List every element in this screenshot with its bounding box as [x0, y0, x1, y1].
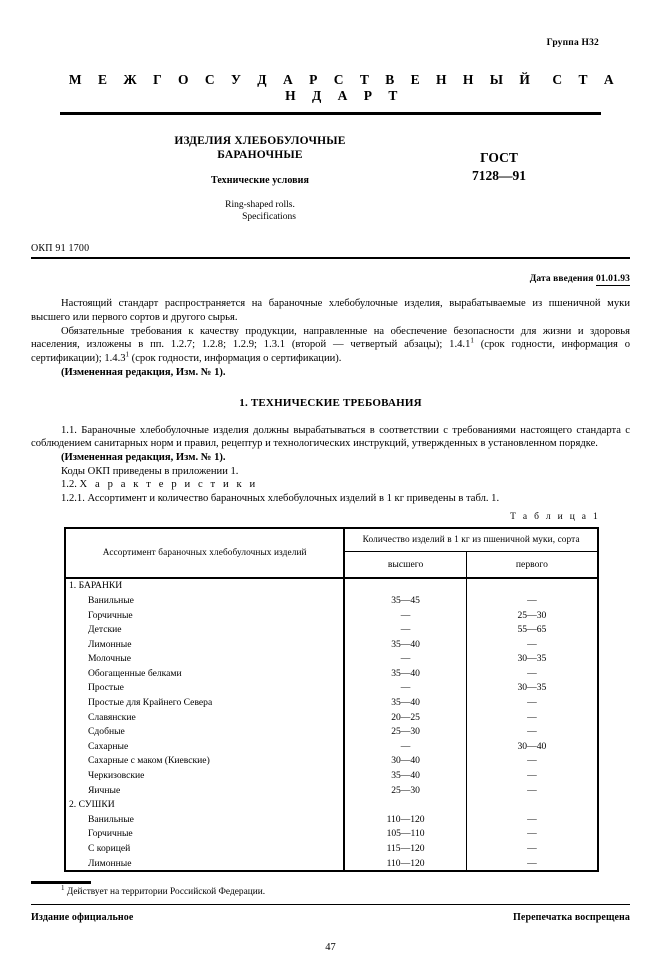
table-cell-highest-grade: 30—40: [344, 754, 466, 769]
table-row: [65, 593, 598, 608]
title-left-column: [31, 135, 451, 224]
table-row: [65, 681, 598, 696]
cell-text: Яичные: [88, 784, 121, 796]
table-cell-first-grade: 30—40: [517, 740, 547, 752]
table-cell-first-grade: 30—35: [517, 682, 547, 694]
table-cell-first-grade: —: [527, 828, 537, 840]
table-cell-highest-grade: —: [344, 681, 466, 696]
table-cell-highest-grade: —: [344, 622, 466, 637]
footnote-body: Действует на территории Российской Федерации.: [64, 886, 266, 897]
table-cell-product-name: [65, 856, 344, 872]
table-cell-first-grade: [466, 797, 598, 812]
table-cell-product-name: [65, 827, 344, 842]
footnote-ref-1: 1: [470, 336, 474, 345]
group-code: Группа Н32: [546, 38, 599, 48]
table-cell-product-name: [65, 812, 344, 827]
standard-type-title: М Е Ж Г О С У Д А Р С Т В Е Н Н Ы Й С Т А Н Д А Р Т: [68, 72, 621, 103]
table-cell-first-grade: —: [527, 784, 537, 796]
table-cell-product-name: [65, 652, 344, 667]
amendment-note-2: (Измененная редакция, Изм. № 1).: [61, 451, 226, 463]
table-cell-first-grade: 30—35: [517, 653, 547, 665]
table-cell-highest-grade: 35—40: [344, 695, 466, 710]
table-cell-first-grade: —: [527, 711, 537, 723]
cell-text: Горчичные: [88, 609, 133, 621]
assortment-table: [64, 527, 599, 873]
cell-text: Горчичные: [88, 828, 133, 840]
cell-text: Обогащенные белками: [88, 667, 182, 679]
table-cell-product-name: [65, 681, 344, 696]
table-cell-product-name: [65, 710, 344, 725]
footnote-block: [31, 881, 630, 896]
table-cell-highest-grade: [344, 578, 466, 594]
table-cell-first-grade: —: [527, 726, 537, 738]
table-cell-product-name: [65, 666, 344, 681]
paragraph-scope: Настоящий стандарт распространяется на бараночные хлебобулочные изделия, вырабатываемые из пшеничной муки высшего или первого сортов и другого сырья.: [31, 298, 630, 324]
table-cell-product-name: [65, 622, 344, 637]
paragraph-1-1: 1.1. Бараночные хлебобулочные изделия должны вырабатываться в соответствии с требованиями настоящего стандарта с соблюдением санитарных норм и правил, рецептур и технологических инструкций, утвержденных в установленном порядке.: [31, 424, 630, 450]
table-cell-product-name: [65, 768, 344, 783]
introduction-date-label: Дата введения: [529, 274, 594, 285]
page-footer: [31, 912, 630, 923]
english-title-line2: Specifications: [242, 212, 296, 222]
body-text: [31, 297, 630, 505]
document-title: [69, 135, 451, 162]
table-cell-product-name: [65, 739, 344, 754]
table-cell-highest-grade: —: [344, 739, 466, 754]
table-cell-product-name: [65, 841, 344, 856]
table-cell-first-grade: 55—65: [517, 624, 547, 636]
cell-text: Черкизовские: [88, 770, 145, 782]
table-cell-product-name: [65, 608, 344, 623]
table-row: [65, 608, 598, 623]
table-row: [65, 768, 598, 783]
paragraph-mandatory-part3: (срок годности, информация о сертификации).: [129, 353, 342, 365]
document-subtitle: Технические условия: [210, 175, 310, 187]
cell-text: Сахарные с маком (Киевские): [88, 755, 210, 767]
table-cell-product-name: [65, 754, 344, 769]
cell-text: Лимонные: [88, 638, 132, 650]
cell-text: Ванильные: [88, 594, 134, 606]
footnote-text: [31, 883, 630, 897]
table-cell-highest-grade: 110—120: [344, 812, 466, 827]
table-cell-highest-grade: 20—25: [344, 710, 466, 725]
gost-designation: [472, 149, 526, 185]
english-title-line1: Ring-shaped rolls.: [225, 200, 295, 211]
paragraph-mandatory-part1: Обязательные требования к качеству продукции, направленные на обеспечение безопасности для жизни и здоровья населения, изложены в пп. 1.2.7; 1.2.8; 1.2.9; 1.3.1 (второй — четвертый абзацы); 1.4.1: [31, 325, 630, 351]
footer-right-text: Перепечатка воспрещена: [513, 911, 630, 923]
table-cell-first-grade: —: [527, 697, 537, 709]
document-title-line2: БАРАНОЧНЫЕ: [217, 148, 303, 161]
table-col-quantity-group: Количество изделий в 1 кг из пшеничной муки, сорта: [344, 528, 598, 552]
gost-number: 7128—91: [472, 168, 526, 184]
cell-text: Лимонные: [88, 857, 132, 869]
table-row: [65, 783, 598, 798]
paragraph-okp-codes: Коды ОКП приведены в приложении 1.: [61, 465, 239, 477]
table-row: [65, 695, 598, 710]
table-row: [65, 739, 598, 754]
cell-text: Сахарные: [88, 740, 129, 752]
table-cell-product-name: [65, 695, 344, 710]
cell-text: Детские: [88, 624, 122, 636]
introduction-date-value: 01.01.93: [595, 274, 630, 285]
cell-text: Ванильные: [88, 813, 134, 825]
table-row: [65, 827, 598, 842]
clause-title-characteristics: Х а р а к т е р и с т и к и: [79, 479, 258, 491]
cell-text: Молочные: [88, 653, 131, 665]
table-cell-highest-grade: 25—30: [344, 724, 466, 739]
footer-divider: [31, 904, 630, 905]
table-row: [65, 622, 598, 637]
table-row: [65, 841, 598, 856]
table-cell-highest-grade: 25—30: [344, 783, 466, 798]
table-cell-highest-grade: [344, 797, 466, 812]
cell-text: Простые: [88, 682, 124, 694]
table-row: [65, 637, 598, 652]
table-cell-product-name: [65, 593, 344, 608]
document-title-english: [69, 200, 451, 224]
table-cell-highest-grade: 35—40: [344, 768, 466, 783]
table-cell-highest-grade: —: [344, 608, 466, 623]
gost-word: ГОСТ: [480, 150, 518, 165]
table-cell-first-grade: —: [527, 843, 537, 855]
table-head: [65, 528, 598, 578]
table-col-highest-grade: высшего: [344, 551, 466, 578]
okp-divider: [31, 257, 630, 260]
table-cell-first-grade: —: [527, 667, 537, 679]
section-heading-1: 1. ТЕХНИЧЕСКИЕ ТРЕБОВАНИЯ: [239, 397, 422, 410]
cell-text: Простые для Крайнего Севера: [88, 697, 213, 709]
table-cell-group-name: [65, 578, 344, 594]
paragraph-1-2: [31, 478, 630, 492]
table-cell-highest-grade: 35—45: [344, 593, 466, 608]
table-cell-first-grade: —: [527, 813, 537, 825]
table-cell-highest-grade: 35—40: [344, 637, 466, 652]
table-row: [65, 578, 598, 594]
table-col-first-grade: первого: [466, 551, 598, 578]
table-cell-product-name: [65, 783, 344, 798]
footnote-ref-2: 1: [125, 350, 130, 359]
table-cell-product-name: [65, 637, 344, 652]
table-row: [65, 710, 598, 725]
table-cell-highest-grade: 35—40: [344, 666, 466, 681]
table-row: [65, 666, 598, 681]
paragraph-mandatory-part2: (срок годности, информация о сертификации); 1.4.3: [31, 339, 630, 365]
table-header-row-1: [65, 528, 598, 552]
footnote-marker: 1: [61, 883, 65, 892]
table-cell-highest-grade: 105—110: [344, 827, 466, 842]
okp-code: ОКП 91 1700: [31, 242, 90, 254]
amendment-note-1: (Измененная редакция, Изм. № 1).: [61, 366, 226, 378]
cell-text: 1. БАРАНКИ: [69, 580, 123, 592]
table-body: [65, 578, 598, 872]
table-caption: Т а б л и ц а 1: [510, 511, 600, 522]
paragraph-mandatory-requirements: [31, 325, 630, 366]
table-cell-product-name: [65, 724, 344, 739]
table-cell-first-grade: —: [527, 594, 537, 606]
table-row: [65, 652, 598, 667]
table-cell-group-name: [65, 797, 344, 812]
header-divider: [60, 112, 601, 115]
clause-number-1-2: 1.2.: [61, 479, 80, 491]
table-cell-first-grade: —: [466, 856, 598, 872]
table-cell-first-grade: —: [527, 638, 537, 650]
table-row: [65, 812, 598, 827]
footer-left-text: Издание официальное: [31, 911, 134, 923]
title-block: [31, 135, 630, 224]
table-cell-first-grade: —: [527, 770, 537, 782]
table-cell-highest-grade: 110—120: [344, 856, 466, 872]
document-title-line1: ИЗДЕЛИЯ ХЛЕБОБУЛОЧНЫЕ: [174, 135, 346, 147]
table-row: [65, 856, 598, 872]
table-cell-first-grade: —: [527, 755, 537, 767]
table-col-assortment: Ассортимент бараночных хлебобулочных изделий: [65, 528, 344, 578]
table-row: [65, 797, 598, 812]
cell-text: Славянские: [88, 711, 136, 723]
table-row: [65, 754, 598, 769]
paragraph-1-2-1: 1.2.1. Ассортимент и количество бараночных хлебобулочных изделий в 1 кг приведены в табл. 1.: [61, 492, 500, 504]
page-number: 47: [325, 941, 336, 953]
introduction-date: [31, 274, 630, 284]
table-row: [65, 724, 598, 739]
table-cell-highest-grade: —: [344, 652, 466, 667]
table-cell-first-grade: 25—30: [517, 609, 547, 621]
table-cell-highest-grade: 115—120: [344, 841, 466, 856]
cell-text: 2. СУШКИ: [69, 799, 115, 811]
cell-text: Сдобные: [88, 726, 125, 738]
cell-text: С корицей: [88, 843, 131, 855]
table-cell-first-grade: [466, 578, 598, 594]
